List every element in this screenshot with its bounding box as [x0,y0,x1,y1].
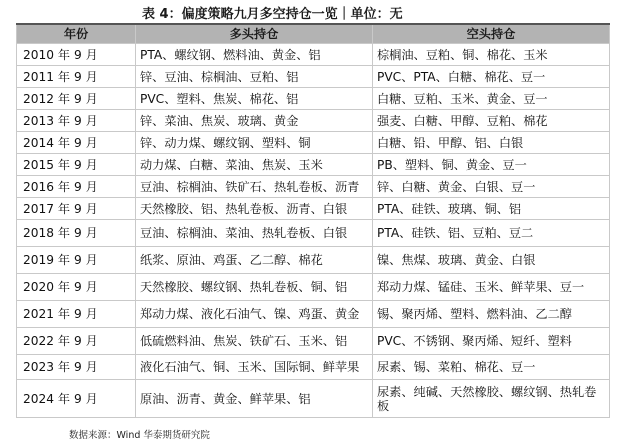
cell-short: PTA、硅铁、铝、豆粕、豆二 [373,220,610,247]
cell-year: 2024 年 9 月 [17,380,136,418]
table-row [17,274,610,301]
cell-short: 郑动力煤、锰硅、玉米、鲜苹果、豆一 [373,274,610,301]
cell-short: 锡、聚丙烯、塑料、燃料油、乙二醇 [373,301,610,328]
table-header-row [17,24,610,44]
cell-year: 2017 年 9 月 [17,198,136,220]
cell-year: 2018 年 9 月 [17,220,136,247]
table-row [17,220,610,247]
cell-year: 2013 年 9 月 [17,110,136,132]
table-row [17,88,610,110]
cell-year: 2011 年 9 月 [17,66,136,88]
cell-long: 天然橡胶、铝、热轧卷板、沥青、白银 [136,198,373,220]
cell-short: 白糖、豆粕、玉米、黄金、豆一 [373,88,610,110]
cell-year: 2022 年 9 月 [17,328,136,355]
header-short: 空头持仓 [373,24,610,44]
header-long: 多头持仓 [136,24,373,44]
cell-short: 尿素、锡、菜粕、棉花、豆一 [373,355,610,380]
cell-year: 2014 年 9 月 [17,132,136,154]
cell-short: 锌、白糖、黄金、白银、豆一 [373,176,610,198]
table-row [17,110,610,132]
header-year: 年份 [17,24,136,44]
cell-long: 豆油、棕榈油、铁矿石、热轧卷板、沥青 [136,176,373,198]
table-row [17,66,610,88]
source-note: 数据来源：Wind 华泰期货研究院 [69,430,210,441]
cell-year: 2015 年 9 月 [17,154,136,176]
table-row [17,355,610,380]
table-row [17,247,610,274]
cell-long: 锌、菜油、焦炭、玻璃、黄金 [136,110,373,132]
cell-short: 镍、焦煤、玻璃、黄金、白银 [373,247,610,274]
cell-long: 锌、动力煤、螺纹钢、塑料、铜 [136,132,373,154]
table-row [17,132,610,154]
cell-year: 2021 年 9 月 [17,301,136,328]
cell-short: 尿素、纯碱、天然橡胶、螺纹钢、热轧卷板 [373,380,610,418]
cell-long: 液化石油气、铜、玉米、国际铜、鲜苹果 [136,355,373,380]
cell-year: 2016 年 9 月 [17,176,136,198]
cell-long: 纸浆、原油、鸡蛋、乙二醇、棉花 [136,247,373,274]
cell-short: PVC、PTA、白糖、棉花、豆一 [373,66,610,88]
cell-short: 棕榈油、豆粕、铜、棉花、玉米 [373,44,610,66]
cell-short: PTA、硅铁、玻璃、铜、铝 [373,198,610,220]
table-row [17,198,610,220]
cell-long: 豆油、棕榈油、菜油、热轧卷板、白银 [136,220,373,247]
cell-long: 低硫燃料油、焦炭、铁矿石、玉米、铝 [136,328,373,355]
table-row [17,380,610,418]
cell-year: 2012 年 9 月 [17,88,136,110]
cell-long: 郑动力煤、液化石油气、镍、鸡蛋、黄金 [136,301,373,328]
cell-long: 原油、沥青、黄金、鲜苹果、铝 [136,380,373,418]
cell-year: 2023 年 9 月 [17,355,136,380]
table-row [17,301,610,328]
cell-short: PB、塑料、铜、黄金、豆一 [373,154,610,176]
cell-year: 2020 年 9 月 [17,274,136,301]
table-row [17,176,610,198]
cell-long: 动力煤、白糖、菜油、焦炭、玉米 [136,154,373,176]
cell-long: PVC、塑料、焦炭、棉花、铝 [136,88,373,110]
cell-short: PVC、不锈钢、聚丙烯、短纤、塑料 [373,328,610,355]
table-row [17,328,610,355]
cell-year: 2010 年 9 月 [17,44,136,66]
cell-long: 天然橡胶、螺纹钢、热轧卷板、铜、铝 [136,274,373,301]
table-body [17,44,610,418]
cell-year: 2019 年 9 月 [17,247,136,274]
table-title: 表 4：偏度策略九月多空持仓一览｜单位：无 [142,7,403,22]
cell-short: 强麦、白糖、甲醇、豆粕、棉花 [373,110,610,132]
cell-long: PTA、螺纹钢、燃料油、黄金、铝 [136,44,373,66]
positions-table [16,23,610,418]
table-row [17,44,610,66]
cell-short: 白糖、铅、甲醇、铝、白银 [373,132,610,154]
table-row [17,154,610,176]
cell-long: 锌、豆油、棕榈油、豆粕、铝 [136,66,373,88]
